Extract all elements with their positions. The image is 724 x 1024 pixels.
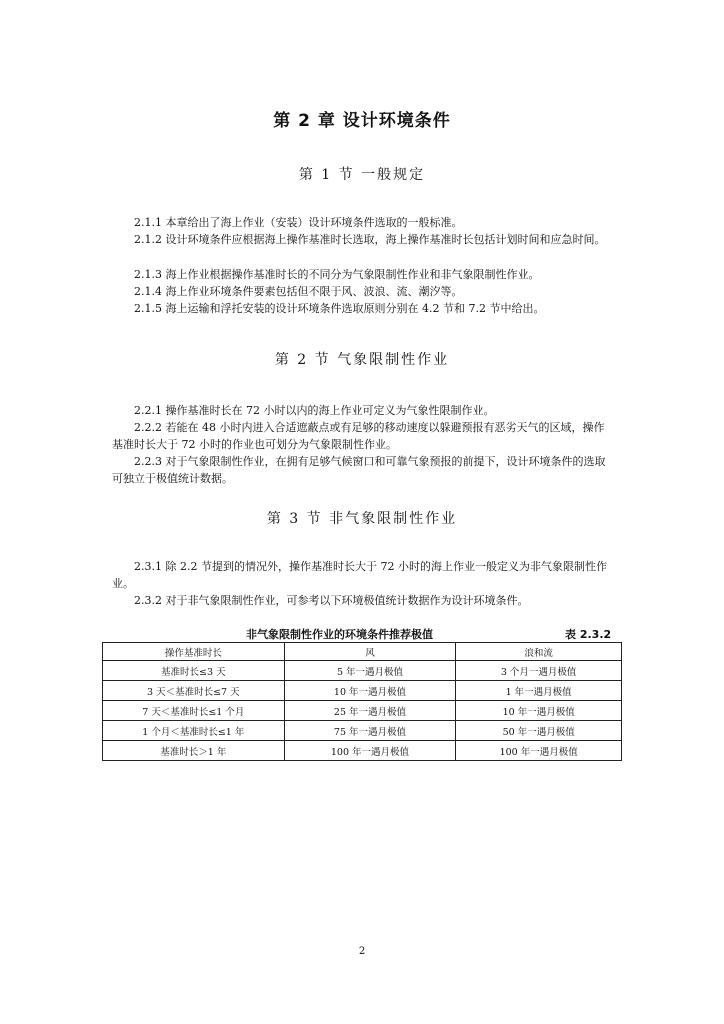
table-row [103,701,622,721]
table-cell: 7 天＜基准时长≤1 个月 [103,701,285,721]
paragraph-2-1-2: 2.1.2 设计环境条件应根据海上操作基准时长选取，海上操作基准时长包括计划时间和应急时间。 [134,233,606,246]
table-cell: 3 天＜基准时长≤7 天 [103,681,285,701]
paragraph-2-2-2: 2.2.2 若能在 48 小时内进入合适遮蔽点或有足够的移动速度以躲避预报有恶劣天气的区域，操作基准时长大于 72 小时的作业也可划分为气象限制性作业。 [112,421,605,451]
header-cell: 浪和流 [456,643,622,661]
table-cell: 100 年一遇月极值 [456,741,622,761]
table-cell: 100 年一遇月极值 [284,741,456,761]
table-cell: 5 年一遇月极值 [284,661,456,681]
table-row [103,741,622,761]
table-cell: 10 年一遇月极值 [456,701,622,721]
paragraph-2-2-1: 2.2.1 操作基准时长在 72 小时以内的海上作业可定义为气象性限制作业。 [134,404,495,417]
table-header-row [103,643,622,661]
table-caption: 非气象限制性作业的环境条件推荐极值 [246,628,433,641]
table-row [103,681,622,701]
table-number: 表 2.3.2 [565,628,612,641]
table-cell: 75 年一遇月极值 [284,721,456,741]
table-cell: 基准时长＞1 年 [103,741,285,761]
table-row [103,721,622,741]
table-row [103,661,622,681]
section-title-non-weather-restricted: 第 3 节 非气象限制性作业 [266,511,458,527]
header-cell: 风 [284,643,456,661]
table-cell: 25 年一遇月极值 [284,701,456,721]
table-cell: 1 年一遇月极值 [456,681,622,701]
paragraph-2-1-3: 2.1.3 海上作业根据操作基准时长的不同分为气象限制性作业和非气象限制性作业。 [134,268,540,281]
table-cell: 50 年一遇月极值 [456,721,622,741]
section-title-weather-restricted: 第 2 节 气象限制性作业 [274,352,450,368]
table-cell: 1 个月＜基准时长≤1 年 [103,721,285,741]
paragraph-2-1-1: 2.1.1 本章给出了海上作业（安装）设计环境条件选取的一般标准。 [134,216,463,229]
chapter-title: 第 2 章 设计环境条件 [273,111,451,131]
table-cell: 3 个月一遇月极值 [456,661,622,681]
environment-extremes-table [102,642,622,761]
section-title-general: 第 1 节 一般规定 [298,167,426,183]
paragraph-2-2-3: 2.2.3 对于气象限制性作业，在拥有足够气候窗口和可靠气象预报的前提下，设计环境条件的选取可独立于极值统计数据。 [112,455,606,485]
paragraph-2-1-5: 2.1.5 海上运输和浮托安装的设计环境条件选取原则分别在 4.2 节和 7.2 节中给出。 [134,302,545,315]
table-cell: 基准时长≤3 天 [103,661,285,681]
paragraph-2-1-4: 2.1.4 海上作业环境条件要素包括但不限于风、波浪、流、潮汐等。 [134,285,463,298]
page-number: 2 [358,946,366,957]
header-cell: 操作基准时长 [103,643,285,661]
paragraph-2-3-2: 2.3.2 对于非气象限制性作业，可参考以下环境极值统计数据作为设计环境条件。 [134,594,529,607]
paragraph-2-3-1: 2.3.1 除 2.2 节提到的情况外，操作基准时长大于 72 小时的海上作业一般定义为非气象限制性作业。 [112,560,607,590]
table-cell: 10 年一遇月极值 [284,681,456,701]
